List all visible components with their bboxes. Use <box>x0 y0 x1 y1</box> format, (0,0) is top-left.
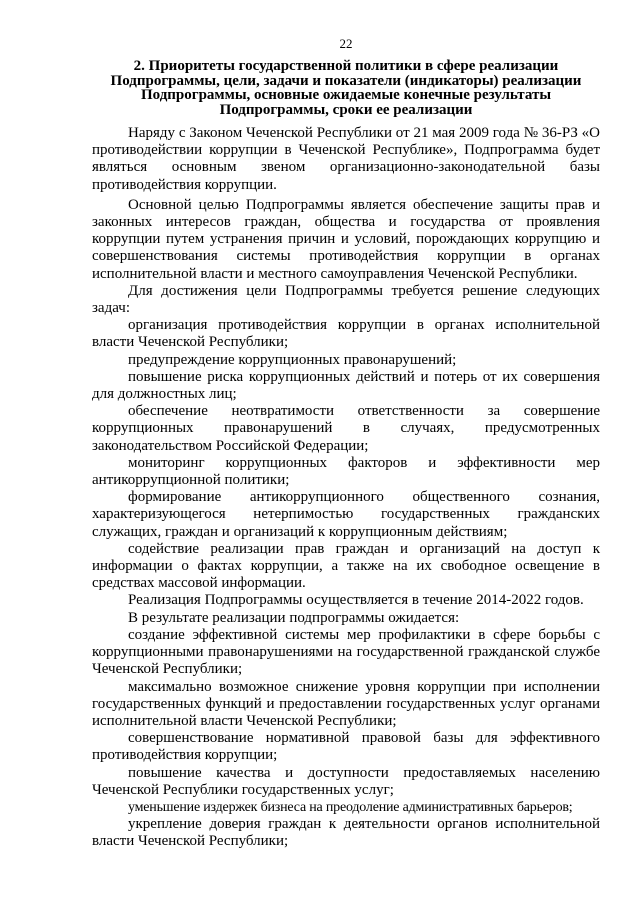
result-item: укрепление доверия граждан к деятельности органов исполнительной власти Чеченской Республики; <box>92 816 600 850</box>
result-item: уменьшение издержек бизнеса на преодоление административных барьеров; <box>128 799 573 815</box>
paragraph-tasks-lead: Для достижения цели Подпрограммы требуется решение следующих задач: <box>92 282 600 317</box>
paragraph-results-lead: В результате реализации подпрограммы ожидается: <box>128 609 460 626</box>
result-item: совершенствование нормативной правовой базы для эффективного противодействия коррупции; <box>92 730 600 764</box>
task-item: содействие реализации прав граждан и организаций на доступ к информации о фактах коррупции, а также на их свободное освещение в средствах массовой информации. <box>92 540 600 592</box>
task-item: повышение риска коррупционных действий и потерь от их совершения для должностных лиц; <box>92 368 600 403</box>
task-item: мониторинг коррупционных факторов и эффективности мер антикоррупционной политики; <box>92 454 600 489</box>
result-item: максимально возможное снижение уровня коррупции при исполнении государственных функций и предоставлении государственных услуг органами исполнительной власти Чеченской Республики; <box>92 678 600 729</box>
heading-line: Подпрограммы, цели, задачи и показатели (индикаторы) реализации <box>110 72 582 89</box>
paragraph-period: Реализация Подпрограммы осуществляется в течение 2014-2022 годов. <box>128 592 584 609</box>
section-heading <box>92 59 600 117</box>
result-item: создание эффективной системы мер профилактики в сфере борьбы с коррупционными правонарушениями на государственной гражданской службе Чеченской Республики; <box>92 626 600 678</box>
task-item: организация противодействия коррупции в органах исполнительной власти Чеченской Республики; <box>92 317 600 351</box>
task-item: формирование антикоррупционного общественного сознания, характеризующегося нетерпимостью государственных гражданских служащих, граждан и организаций к коррупционным действиям; <box>92 489 600 540</box>
paragraph-intro: Наряду с Законом Чеченской Республики от 21 мая 2009 года № 36-РЗ «О противодействии коррупции в Чеченской Республике», Подпрограмма будет являться основным звеном организационно-законодательной базы противодействия коррупции. <box>92 125 600 193</box>
document-page <box>92 36 600 851</box>
heading-line: 2. Приоритеты государственной политики в сфере реализации <box>133 58 559 74</box>
result-item: повышение качества и доступности предоставляемых населению Чеченской Республики государственных услуг; <box>92 764 600 798</box>
heading-line: Подпрограммы, основные ожидаемые конечные результаты <box>140 87 552 103</box>
task-item: предупреждение коррупционных правонарушений; <box>128 351 457 368</box>
paragraph-main-goal: Основной целью Подпрограммы является обеспечение защиты прав и законных интересов граждан, общества и государства от проявления коррупции путем устранения причин и условий, порождающих коррупцию и совершенствования системы противодействия коррупции в органах исполнительной власти и местного самоуправления Чеченской Республики. <box>92 196 600 282</box>
heading-line: Подпрограммы, сроки ее реализации <box>219 101 473 118</box>
page-number: 22 <box>339 36 353 51</box>
task-item: обеспечение неотвратимости ответственности за совершение коррупционных правонарушений в случаях, предусмотренных законодательством Российской Федерации; <box>92 403 600 454</box>
